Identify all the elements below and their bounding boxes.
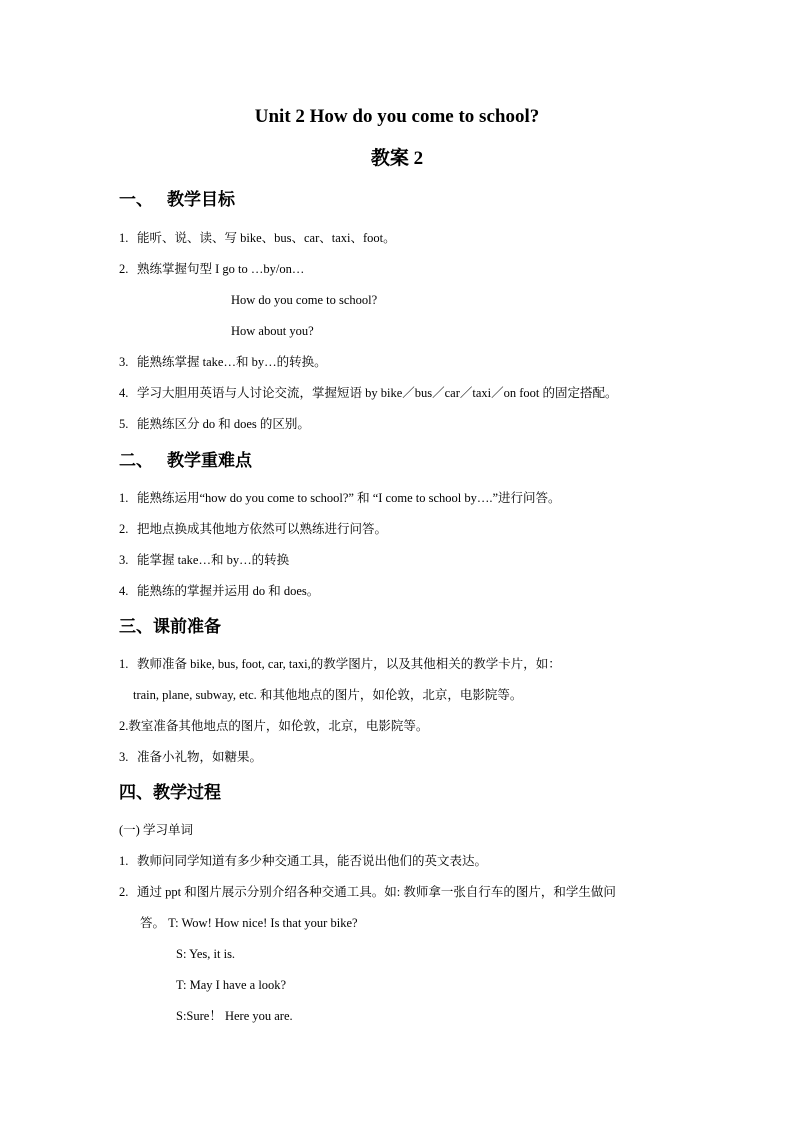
document-subtitle: 教案 2	[370, 148, 424, 169]
item-text: 准备小礼物，如糖果。	[137, 750, 263, 764]
item-text: S: Yes, it is.	[176, 947, 236, 961]
section-heading-preparation: 三、课前准备	[119, 617, 221, 636]
dialogue-line	[140, 915, 358, 931]
item-number: 1.	[119, 231, 129, 245]
item-text: 能熟练掌握 take…和 by…的转换。	[137, 355, 327, 369]
item-number: 2.	[119, 262, 129, 276]
section-title: 教学目标	[167, 190, 235, 209]
section-heading-key-points	[119, 450, 252, 472]
list-item	[119, 490, 561, 506]
list-item	[119, 749, 262, 765]
dialogue-line	[176, 977, 286, 993]
item-text: 能听、说、读、写 bike、bus、car、taxi、foot。	[137, 231, 396, 245]
list-item	[119, 354, 327, 370]
item-number: 3.	[119, 355, 129, 369]
item-text: 教师问同学知道有多少种交通工具，能否说出他们的英文表达。	[137, 854, 488, 868]
item-text: 把地点换成其他地方依然可以熟练进行问答。	[137, 522, 388, 536]
item-text: 教师准备 bike, bus, foot, car, taxi,的教学图片，以及其他相关的教学卡片，如：	[137, 657, 561, 671]
section-title: 教学重难点	[167, 451, 252, 470]
item-number: 2.	[119, 885, 129, 899]
list-item	[119, 884, 616, 900]
dialogue-line	[176, 1008, 293, 1024]
document-title: Unit 2 How do you come to school?	[254, 106, 540, 127]
item-text: 2.教室准备其他地点的图片，如伦敦，北京，电影院等。	[119, 719, 429, 733]
list-item	[119, 416, 310, 432]
list-item	[119, 230, 396, 246]
item-text: How do you come to school?	[231, 293, 378, 307]
item-number: 4.	[119, 386, 129, 400]
list-item	[231, 292, 377, 308]
subsection-heading: (一) 学习单词	[119, 823, 193, 837]
item-text: T: May I have a look?	[176, 978, 287, 992]
item-text: 能熟练的掌握并运用 do 和 does。	[137, 584, 320, 598]
list-item	[231, 323, 314, 339]
item-number: 1.	[119, 491, 129, 505]
item-number: 5.	[119, 417, 129, 431]
item-text: 熟练掌握句型 I go to …by/on…	[137, 262, 305, 276]
item-number: 2.	[119, 522, 129, 536]
list-item	[119, 656, 561, 672]
list-item	[119, 385, 618, 401]
section-heading-objectives	[119, 189, 235, 211]
section-number: 二、	[119, 451, 153, 470]
list-item	[119, 261, 304, 277]
list-item	[119, 552, 289, 568]
item-number: 1.	[119, 657, 129, 671]
item-number: 3.	[119, 750, 129, 764]
item-number: 4.	[119, 584, 129, 598]
list-item	[119, 853, 487, 869]
list-item	[119, 583, 319, 599]
item-text: 答。 T: Wow! How nice! Is that your bike?	[140, 916, 358, 930]
section-heading-process: 四、教学过程	[119, 783, 221, 802]
item-number: 1.	[119, 854, 129, 868]
item-text: 学习大胆用英语与人讨论交流，掌握短语 by bike／bus／car／taxi／on foot 的固定搭配。	[137, 386, 618, 400]
list-item	[133, 687, 522, 703]
item-text: 能熟练运用“how do you come to school?” 和 “I come to school by….”进行问答。	[137, 491, 561, 505]
item-text: S:Sure！ Here you are.	[176, 1009, 293, 1023]
item-text: 能掌握 take…和 by…的转换	[137, 553, 290, 567]
item-text: train, plane, subway, etc. 和其他地点的图片，如伦敦，北京，电影院等。	[133, 688, 523, 702]
dialogue-line	[176, 946, 235, 962]
list-item	[119, 521, 387, 537]
section-number: 一、	[119, 190, 153, 209]
item-number: 3.	[119, 553, 129, 567]
item-text: How about you?	[231, 324, 314, 338]
item-text: 通过 ppt 和图片展示分别介绍各种交通工具。如: 教师拿一张自行车的图片，和学生做问	[137, 885, 616, 899]
list-item	[119, 718, 428, 734]
item-text: 能熟练区分 do 和 does 的区别。	[137, 417, 310, 431]
